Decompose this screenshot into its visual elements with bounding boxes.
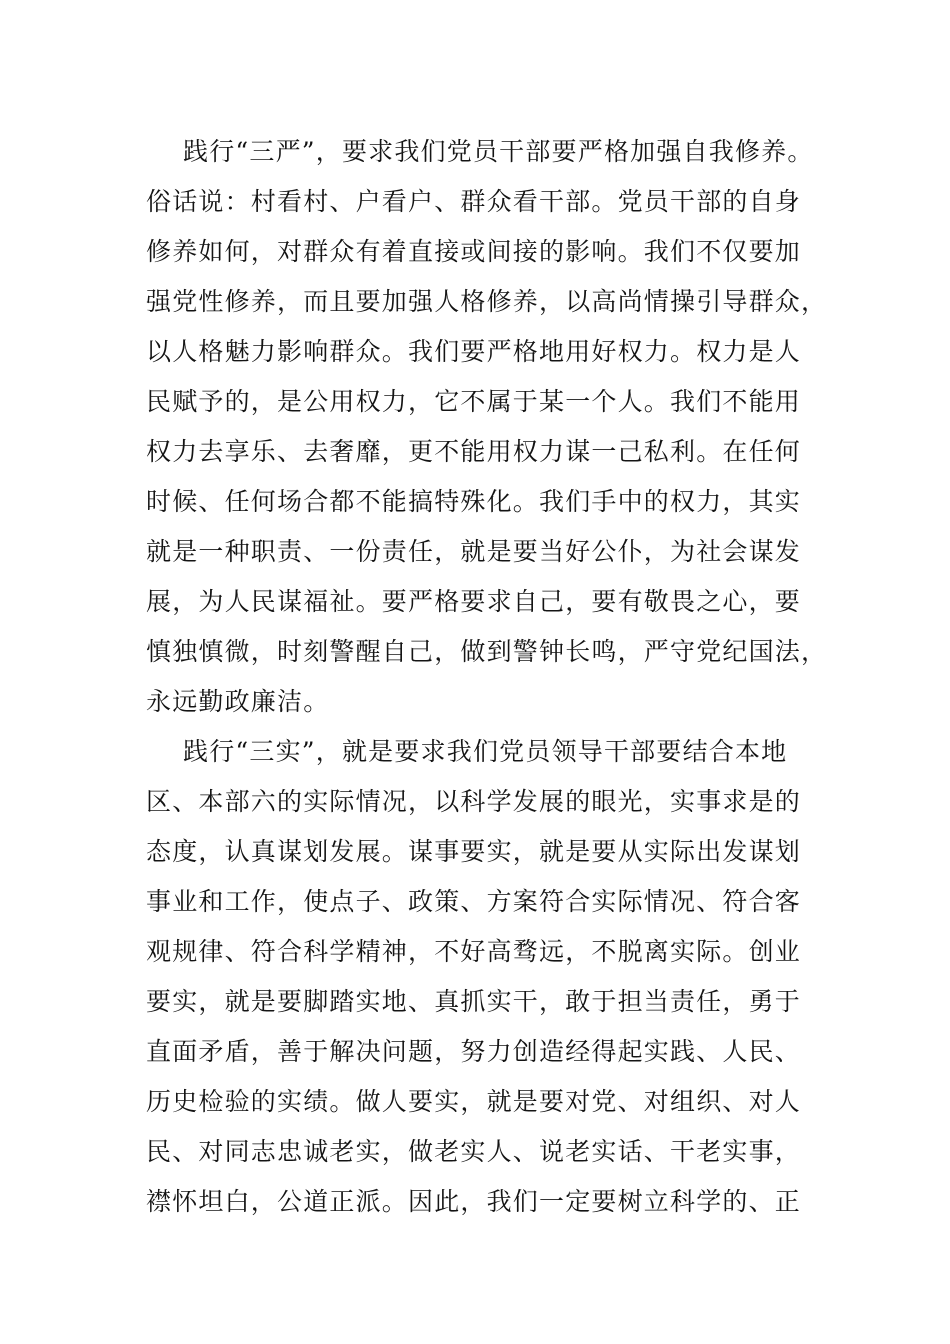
paragraph-1-line-7: 权力去享乐、去奢靡，更不能用权力谋一己私利。在任何 xyxy=(146,437,802,466)
paragraph-1-line-6: 民赋予的，是公用权力，它不属于某一个人。我们不能用 xyxy=(146,387,802,416)
paragraph-2-line-6: 要实，就是要脚踏实地、真抓实干，敢于担当责任，勇于 xyxy=(146,987,802,1016)
paragraph-2-line-7: 直面矛盾，善于解决问题，努力创造经得起实践、人民、 xyxy=(146,1037,802,1066)
paragraph-2-line-3: 态度，认真谋划发展。谋事要实，就是要从实际出发谋划 xyxy=(146,837,802,866)
paragraph-1-line-8: 时候、任何场合都不能搞特殊化。我们手中的权力，其实 xyxy=(146,487,802,516)
paragraph-2-line-4: 事业和工作，使点子、政策、方案符合实际情况、符合客 xyxy=(146,887,802,916)
paragraph-2-line-5: 观规律、符合科学精神，不好高骛远，不脱离实际。创业 xyxy=(146,937,802,966)
paragraph-2-line-9: 民、对同志忠诚老实，做老实人、说老实话、干老实事， xyxy=(146,1137,802,1166)
paragraph-1-line-9: 就是一种职责、一份责任，就是要当好公仆，为社会谋发 xyxy=(146,537,802,566)
paragraph-1-line-11: 慎独慎微，时刻警醒自己，做到警钟长鸣，严守党纪国法， xyxy=(146,637,828,666)
paragraph-1-line-2: 俗话说：村看村、户看户、群众看干部。党员干部的自身 xyxy=(146,187,802,216)
paragraph-1-line-5: 以人格魅力影响群众。我们要严格地用好权力。权力是人 xyxy=(146,337,802,366)
paragraph-1-line-12: 永远勤政廉洁。 xyxy=(146,687,330,716)
paragraph-1-line-3: 修养如何，对群众有着直接或间接的影响。我们不仅要加 xyxy=(146,237,802,266)
paragraph-2-line-8: 历史检验的实绩。做人要实，就是要对党、对组织、对人 xyxy=(146,1087,802,1116)
paragraph-2-line-2: 区、本部六的实际情况，以科学发展的眼光，实事求是的 xyxy=(146,787,802,816)
paragraph-1-line-4: 强党性修养，而且要加强人格修养，以高尚情操引导群众， xyxy=(146,287,828,316)
paragraph-2-line-10: 襟怀坦白，公道正派。因此，我们一定要树立科学的、正 xyxy=(146,1187,802,1216)
paragraph-1-line-10: 展，为人民谋福祉。要严格要求自己，要有敬畏之心，要 xyxy=(146,587,802,616)
paragraph-1-line-1: 践行“三严”，要求我们党员干部要严格加强自我修养。 xyxy=(183,137,814,166)
paragraph-2-line-1: 践行“三实”，就是要求我们党员领导干部要结合本地 xyxy=(183,737,788,766)
